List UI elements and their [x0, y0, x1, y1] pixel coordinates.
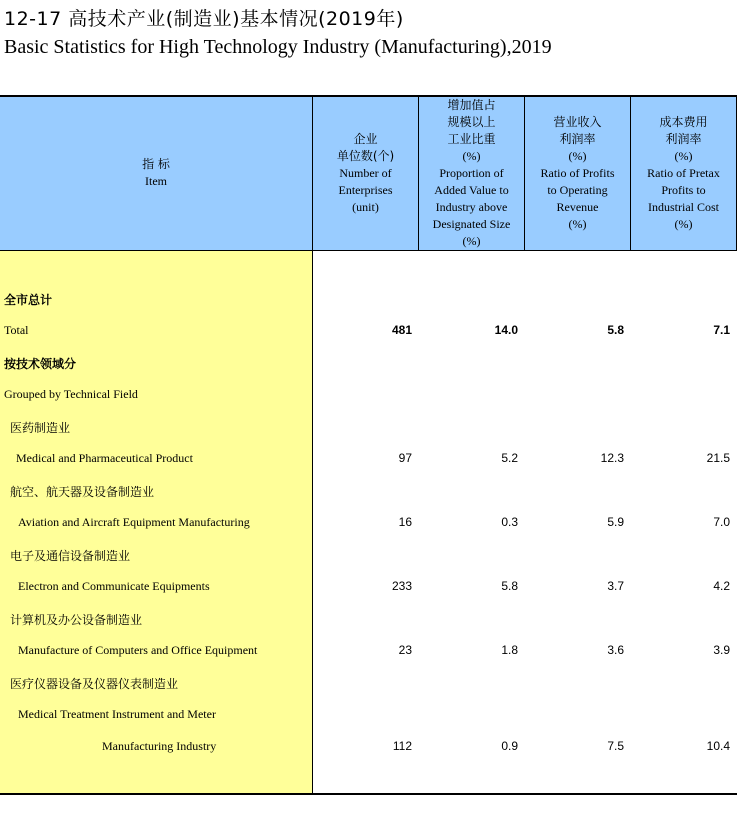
header-ratio-cost-cn2: 利润率 [665, 131, 702, 146]
aviation-ratio-revenue: 5.9 [607, 515, 624, 529]
label-aviation-en: Aviation and Aircraft Equipment Manufacturing [18, 515, 250, 529]
total-proportion: 14.0 [494, 323, 518, 337]
header-proportion-en3: Industry above [435, 199, 508, 214]
header-proportion-en5: (%) [462, 233, 481, 248]
header-proportion-cn3: 工业比重 [447, 131, 496, 146]
header-ratio-cost-en4: (%) [674, 216, 693, 231]
header-ratio-revenue [525, 96, 630, 250]
header-ratio-cost-cn3: (%) [674, 148, 693, 163]
aviation-ratio-cost: 7.0 [713, 515, 730, 529]
total-enterprises: 481 [391, 323, 412, 337]
computers-ratio-revenue: 3.6 [607, 643, 624, 657]
header-item-cn: 指 标 [142, 157, 170, 171]
header-ratio-revenue-cn3: (%) [568, 148, 587, 163]
aviation-enterprises: 16 [398, 515, 412, 529]
header-item-en: Item [145, 174, 167, 188]
aviation-proportion: 0.3 [501, 515, 518, 529]
label-group-cn: 按技术领域分 [4, 357, 77, 371]
medical-ratio-revenue: 12.3 [600, 451, 624, 465]
electron-enterprises: 233 [391, 579, 412, 593]
header-enterprises-en3: (unit) [352, 199, 379, 214]
label-electron-cn: 电子及通信设备制造业 [10, 549, 131, 563]
bottom-rule [0, 793, 737, 795]
label-total-cn: 全市总计 [4, 293, 53, 307]
header-enterprises [313, 96, 418, 250]
computers-ratio-cost: 3.9 [713, 643, 730, 657]
medical-proportion: 5.2 [501, 451, 518, 465]
label-computers-cn: 计算机及办公设备制造业 [10, 613, 143, 627]
page-title-cn: 12-17 高技术产业(制造业)基本情况(2019年) [4, 8, 404, 30]
header-ratio-revenue-en1: Ratio of Profits [540, 165, 615, 180]
header-enterprises-en2: Enterprises [338, 182, 393, 197]
instrument-enterprises: 112 [392, 739, 412, 753]
header-ratio-revenue-cn2: 利润率 [559, 131, 596, 146]
header-ratio-revenue-en2: to Operating [547, 182, 608, 197]
label-total-en: Total [4, 323, 29, 337]
medical-ratio-cost: 21.5 [706, 451, 730, 465]
label-aviation-cn: 航空、航天器及设备制造业 [10, 485, 155, 499]
instrument-proportion: 0.9 [501, 739, 518, 753]
header-item [0, 96, 312, 250]
header-enterprises-cn2: 单位数(个) [336, 148, 395, 163]
header-enterprises-en1: Number of [339, 165, 392, 180]
header-enterprises-cn1: 企业 [353, 131, 378, 146]
label-medical-cn: 医药制造业 [10, 421, 71, 435]
computers-enterprises: 23 [398, 643, 412, 657]
electron-proportion: 5.8 [501, 579, 518, 593]
label-computers-en: Manufacture of Computers and Office Equipment [18, 643, 258, 657]
header-ratio-cost-cn1: 成本费用 [659, 114, 708, 129]
header-ratio-cost-en3: Industrial Cost [648, 199, 719, 214]
total-ratio-revenue: 5.8 [607, 323, 624, 337]
electron-ratio-cost: 4.2 [713, 579, 730, 593]
header-ratio-revenue-en4: (%) [568, 216, 587, 231]
label-electron-en: Electron and Communicate Equipments [18, 579, 210, 593]
label-instrument-en1: Medical Treatment Instrument and Meter [18, 707, 216, 721]
computers-proportion: 1.8 [501, 643, 518, 657]
label-medical-en: Medical and Pharmaceutical Product [16, 451, 193, 465]
label-group-en: Grouped by Technical Field [4, 387, 138, 401]
header-ratio-revenue-en3: Revenue [556, 199, 599, 214]
header-ratio-cost-en2: Profits to [661, 182, 706, 197]
total-ratio-cost: 7.1 [713, 323, 730, 337]
medical-enterprises: 97 [398, 451, 412, 465]
header-proportion-cn2: 规模以上 [447, 114, 496, 129]
instrument-ratio-revenue: 7.5 [607, 739, 624, 753]
electron-ratio-revenue: 3.7 [607, 579, 624, 593]
header-proportion-cn4: (%) [462, 148, 481, 163]
header-proportion-en2: Added Value to [434, 182, 509, 197]
header-proportion-en1: Proportion of [439, 165, 504, 180]
instrument-ratio-cost: 10.4 [706, 739, 730, 753]
header-proportion [419, 96, 524, 250]
label-instrument-cn: 医疗仪器设备及仪器仪表制造业 [10, 677, 179, 691]
header-ratio-revenue-cn1: 营业收入 [553, 114, 602, 129]
header-ratio-cost-en1: Ratio of Pretax [647, 165, 720, 180]
page-title-en: Basic Statistics for High Technology Industry (Manufacturing),2019 [4, 36, 552, 58]
header-proportion-en4: Designated Size [432, 216, 511, 231]
header-proportion-cn1: 增加值占 [447, 97, 496, 112]
label-instrument-en2: Manufacturing Industry [102, 739, 217, 753]
header-bottom-rule [0, 250, 737, 251]
header-ratio-cost [631, 96, 736, 250]
